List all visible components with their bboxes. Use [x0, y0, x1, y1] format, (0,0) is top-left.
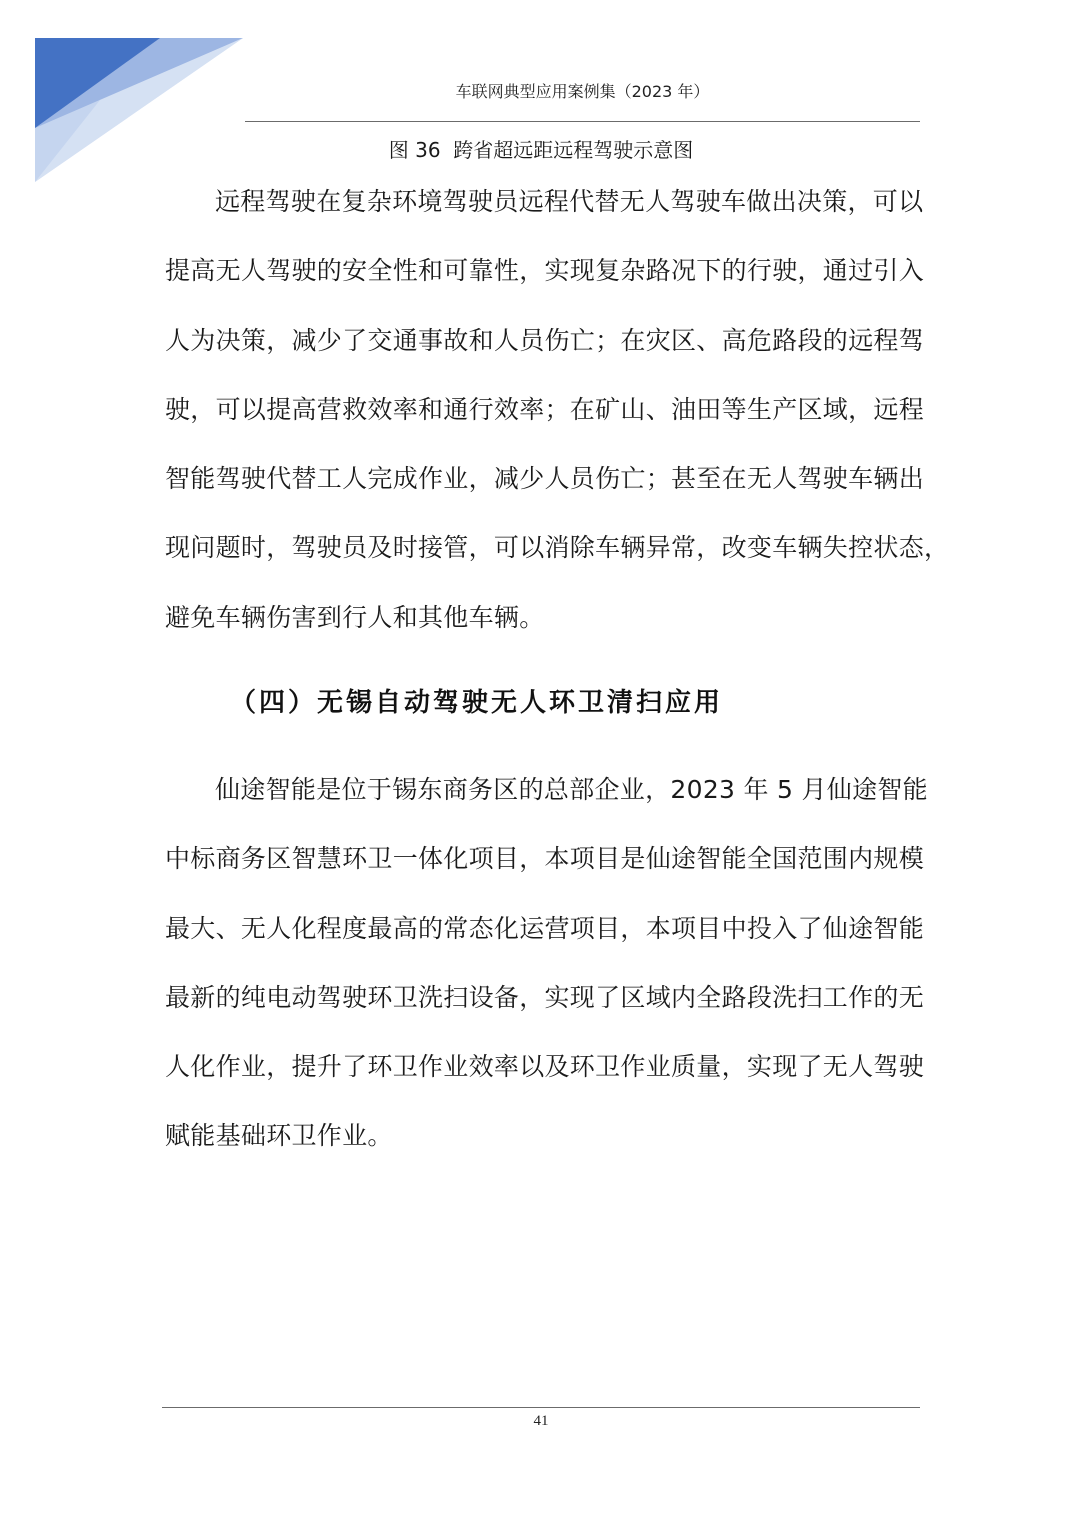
- paragraph-line: 驶，可以提高营救效率和通行效率；在矿山、油田等生产区域，远程: [165, 394, 925, 424]
- section-heading: （四）无锡自动驾驶无人环卫清扫应用: [230, 688, 724, 718]
- paragraph-line: 避免车辆伤害到行人和其他车辆。: [165, 602, 545, 632]
- paragraph-line: 最大、无人化程度最高的常态化运营项目，本项目中投入了仙途智能: [165, 913, 925, 943]
- paragraph-line: 远程驾驶在复杂环境驾驶员远程代替无人驾驶车做出决策，可以: [215, 187, 924, 216]
- paragraph-line: 最新的纯电动驾驶环卫洗扫设备，实现了区域内全路段洗扫工作的无: [165, 982, 925, 1012]
- paragraph-line: 现问题时，驾驶员及时接管，可以消除车辆异常，改变车辆失控状态，: [165, 533, 950, 563]
- paragraph-line: 赋能基础环卫作业。: [165, 1121, 393, 1151]
- running-header-title: 车联网典型应用案例集（2023 年）: [455, 82, 710, 101]
- body-paragraph-remote-driving: [165, 182, 950, 667]
- header-divider: [245, 121, 920, 122]
- body-paragraph-sanitation: [165, 770, 928, 1186]
- paragraph-line: 人化作业，提升了环卫作业效率以及环卫作业质量，实现了无人驾驶: [165, 1052, 925, 1082]
- page-number: 41: [533, 1413, 549, 1429]
- paragraph-line: 人为决策，减少了交通事故和人员伤亡；在灾区、高危路段的远程驾: [165, 325, 925, 355]
- footer-divider: [162, 1407, 920, 1408]
- paragraph-line: 仙途智能是位于锡东商务区的总部企业，2023 年 5 月仙途智能: [215, 775, 928, 804]
- paragraph-line: 智能驾驶代替工人完成作业，减少人员伤亡；甚至在无人驾驶车辆出: [165, 464, 925, 494]
- figure-caption: 图 36 跨省超远距远程驾驶示意图: [388, 138, 694, 162]
- paragraph-line: 提高无人驾驶的安全性和可靠性，实现复杂路况下的行驶，通过引入: [165, 256, 925, 286]
- corner-decoration-graphic: [0, 0, 260, 200]
- paragraph-line: 中标商务区智慧环卫一体化项目，本项目是仙途智能全国范围内规模: [165, 844, 925, 874]
